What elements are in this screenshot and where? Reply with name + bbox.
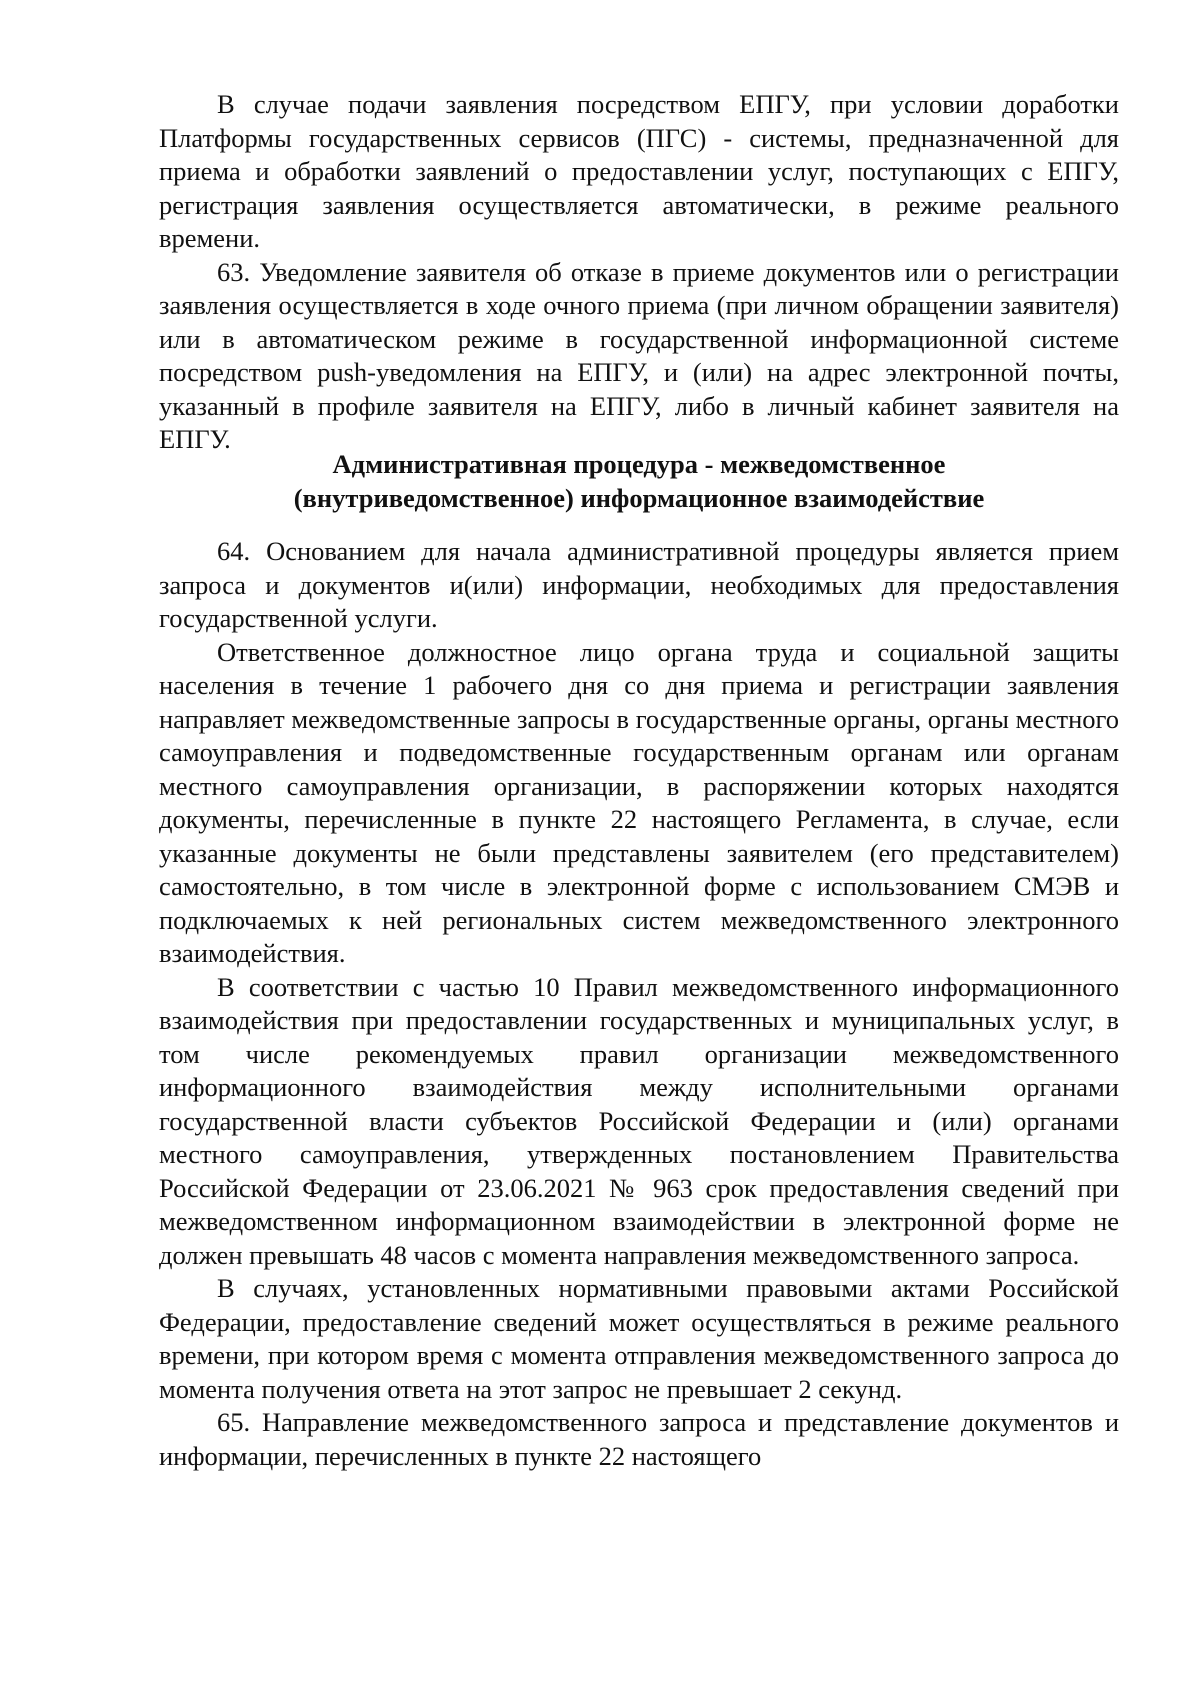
section-heading xyxy=(159,447,1119,515)
paragraph-real-time: В случаях, установленных нормативными правовыми актами Российской Федерации, предоставление сведений может осуществляться в режиме реального времени, при котором время с момента отправления межведомственного запроса до момента получения ответа на этот запрос не превышает 2 секунд. xyxy=(159,1273,1119,1404)
section-heading-line-2: (внутриведомственное) информационное взаимодействие xyxy=(293,483,985,513)
paragraph-epgu-registration: В случае подачи заявления посредством ЕПГУ, при условии доработки Платформы государственных сервисов (ПГС) - системы, предназначенной для приема и обработки заявлений о предоставлении услуг, поступающих с ЕПГУ, регистрация заявления осуществляется автоматически, в режиме реального времени. xyxy=(159,89,1119,253)
section-heading-line-1: Административная процедура - межведомственное xyxy=(332,449,946,479)
paragraph-65-request: 65. Направление межведомственного запроса и представление документов и информации, перечисленных в пункте 22 настоящего xyxy=(159,1407,1119,1471)
paragraph-rules-part-10: В соответствии с частью 10 Правил межведомственного информационного взаимодействия при предоставлении государственных и муниципальных услуг, в том числе рекомендуемых правил организации межведомственного информационного взаимодействия между исполнительными органами государственной власти субъектов Российской Федерации и (или) органами местного самоуправления, утвержденных постановлением Правительства Российской Федерации от 23.06.2021 № 963 срок предоставления сведений при межведомственном информационном взаимодействии в электронной форме не должен превышать 48 часов с момента направления межведомственного запроса. xyxy=(159,971,1119,1270)
intro-text xyxy=(159,88,1119,457)
paragraph-64-basis: 64. Основанием для начала административной процедуры является прием запроса и документов и(или) информации, необходимых для предоставления государственной услуги. xyxy=(159,536,1119,633)
paragraph-63-notification: 63. Уведомление заявителя об отказе в приеме документов или о регистрации заявления осуществляется в ходе очного приема (при личном обращении заявителя) или в автоматическом режиме в государственной информационной системе посредством push-уведомления на ЕПГУ, и (или) на адрес электронной почты, указанный в профиле заявителя на ЕПГУ, либо в личный кабинет заявителя на ЕПГУ. xyxy=(159,256,1119,454)
body-text xyxy=(159,535,1119,1473)
paragraph-responsible-official: Ответственное должностное лицо органа труда и социальной защиты населения в течение 1 рабочего дня со дня приема и регистрации заявления направляет межведомственные запросы в государственные органы, органы местного самоуправления и подведомственные государственным органам или органам местного самоуправления организации, в распоряжении которых находятся документы, перечисленные в пункте 22 настоящего Регламента, в случае, если указанные документы не были представлены заявителем (его представителем) самостоятельно, в том числе в электронной форме с использованием СМЭВ и подключаемых к ней региональных систем межведомственного электронного взаимодействия. xyxy=(159,636,1119,968)
